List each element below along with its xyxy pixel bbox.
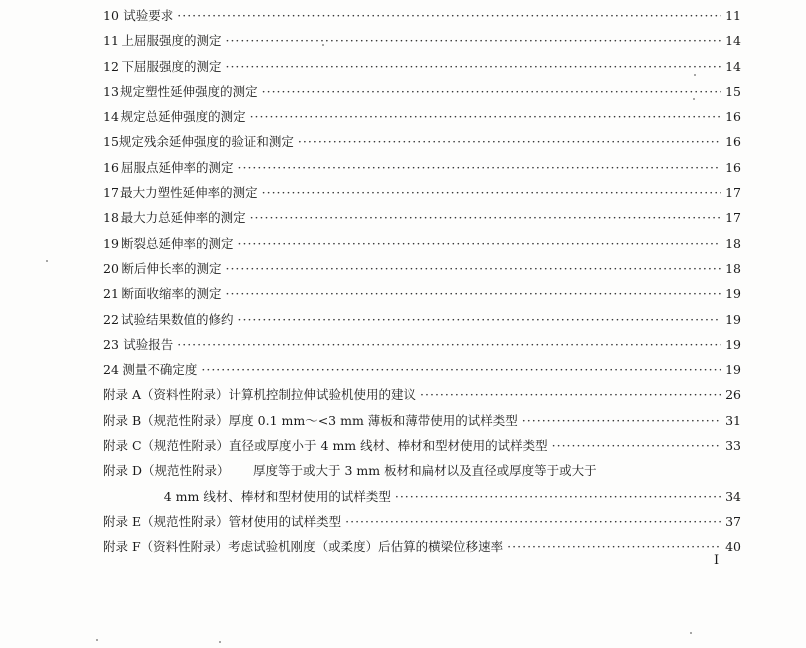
scan-speck — [219, 641, 221, 643]
annex-title: 考虑试验机刚度（或柔度）后估算的横梁位移速率 — [228, 539, 504, 555]
toc-entry-title: 断裂总延伸率的测定 — [121, 235, 234, 251]
dot-leader — [238, 231, 722, 256]
toc-entry-title: 规定总延伸强度的测定 — [120, 109, 246, 125]
toc-annex-entry-continuation[interactable] — [103, 484, 741, 509]
toc-entry-title: 断面收缩率的测定 — [121, 286, 222, 302]
toc-annex-entry[interactable] — [103, 382, 741, 407]
scan-speck — [694, 74, 696, 76]
toc-entry[interactable] — [103, 180, 741, 205]
toc-entry-number: 23 — [103, 336, 119, 352]
toc-entry-page: 14 — [725, 58, 741, 74]
annex-label: 附录 D（规范性附录） — [103, 463, 230, 479]
scan-speck — [322, 44, 324, 46]
annex-title: 厚度 0.1 mm～<3 mm 薄板和薄带使用的试样类型 — [228, 412, 518, 428]
toc-entry-title: 规定残余延伸强度的验证和测定 — [118, 134, 294, 150]
dot-leader — [507, 534, 721, 559]
toc-entry-title: 规定塑性延伸强度的测定 — [120, 83, 258, 99]
toc-entry[interactable] — [103, 231, 741, 256]
dot-leader — [177, 332, 721, 357]
dot-leader — [225, 54, 721, 79]
toc-entry-number: 12 — [103, 58, 119, 74]
toc-entry-number: 13 — [103, 83, 119, 99]
annex-title: 管材使用的试样类型 — [228, 513, 342, 529]
toc-entry[interactable] — [103, 54, 741, 79]
scan-speck — [693, 98, 695, 100]
toc-entry-title: 上屈服强度的测定 — [121, 33, 222, 49]
toc-entry-page: 17 — [725, 210, 741, 226]
scan-speck — [690, 632, 692, 634]
toc-annex-entry[interactable] — [103, 534, 741, 559]
toc-entry[interactable] — [103, 3, 741, 28]
toc-entry-number: 15 — [103, 134, 119, 150]
toc-entry-page: 19 — [725, 286, 741, 302]
toc-entry-page: 18 — [725, 260, 741, 276]
toc-entry-number: 18 — [103, 210, 119, 226]
toc-entry-title: 最大力塑性延伸率的测定 — [120, 185, 258, 201]
toc-entry[interactable] — [103, 357, 741, 382]
dot-leader — [262, 79, 721, 104]
toc-entry[interactable] — [103, 155, 741, 180]
toc-entry-title: 最大力总延伸率的测定 — [120, 210, 246, 226]
toc-entry-page: 16 — [725, 109, 741, 125]
dot-leader — [250, 205, 722, 230]
toc-entry-page: 19 — [725, 336, 741, 352]
annex-label: 附录 E（规范性附录） — [103, 513, 229, 529]
dot-leader — [177, 3, 721, 28]
dot-leader — [225, 281, 721, 306]
toc-entry-number: 14 — [103, 109, 119, 125]
annex-page: 33 — [725, 438, 741, 454]
toc-entry[interactable] — [103, 332, 741, 357]
toc-entry-page: 16 — [725, 134, 741, 150]
toc-entry-page: 17 — [725, 185, 741, 201]
dot-leader — [225, 256, 721, 281]
annex-title: 直径或厚度小于 4 mm 线材、棒材和型材使用的试样类型 — [229, 438, 548, 454]
dot-leader — [298, 129, 721, 154]
toc-entry-title: 试验结果数值的修约 — [121, 311, 234, 327]
toc-entry-title: 断后伸长率的测定 — [121, 260, 222, 276]
annex-label: 附录 A（资料性附录） — [103, 387, 229, 403]
toc-entry-number: 19 — [103, 235, 119, 251]
toc-entry[interactable] — [103, 129, 741, 154]
toc-annex-entry[interactable] — [103, 458, 741, 483]
toc-entry-title: 下屈服强度的测定 — [121, 58, 222, 74]
page-number: I — [714, 553, 720, 568]
annex-title: 计算机控制拉伸试验机使用的建议 — [228, 387, 417, 403]
toc-entry-page: 15 — [725, 83, 741, 99]
toc-annex-entry[interactable] — [103, 433, 741, 458]
toc-entry[interactable] — [103, 256, 741, 281]
annex-title: 厚度等于或大于 3 mm 板材和扁材以及直径或厚度等于或大于 — [253, 463, 597, 479]
dot-leader — [201, 357, 721, 382]
toc-annex-entry[interactable] — [103, 408, 741, 433]
toc-entry[interactable] — [103, 205, 741, 230]
dot-leader — [395, 484, 721, 509]
toc-entry-number: 22 — [103, 311, 119, 327]
dot-leader — [238, 155, 722, 180]
toc-entry[interactable] — [103, 307, 741, 332]
scan-speck — [96, 639, 98, 641]
toc-entry-page: 19 — [725, 311, 741, 327]
annex-page: 31 — [725, 412, 741, 428]
annex-page: 34 — [725, 488, 741, 504]
dot-leader — [420, 382, 721, 407]
dot-leader — [250, 104, 722, 129]
dot-leader — [225, 28, 721, 53]
toc-entry-number: 21 — [103, 286, 119, 302]
dot-leader — [522, 408, 721, 433]
toc-entry-number: 17 — [103, 185, 119, 201]
toc-entry-page: 16 — [725, 159, 741, 175]
scan-speck — [46, 260, 48, 262]
toc-entry[interactable] — [103, 104, 741, 129]
toc-entry-number: 24 — [103, 362, 119, 378]
dot-leader — [552, 433, 721, 458]
annex-label: 附录 C（规范性附录） — [103, 438, 230, 454]
annex-label: 附录 B（规范性附录） — [103, 412, 229, 428]
toc-entry-page: 18 — [725, 235, 741, 251]
annex-page: 37 — [725, 513, 741, 529]
toc-entry-title: 屈服点延伸率的测定 — [121, 159, 234, 175]
toc-entry-title: 试验要求 — [123, 8, 174, 23]
annex-page: 26 — [725, 387, 741, 403]
toc-entry[interactable] — [103, 79, 741, 104]
dot-leader — [262, 180, 721, 205]
toc-entry-page: 19 — [725, 362, 741, 378]
toc-entry[interactable] — [103, 281, 741, 306]
annex-label: 附录 F（资料性附录） — [103, 539, 229, 555]
dot-leader — [345, 509, 721, 534]
annex-page: 40 — [725, 539, 741, 555]
toc-entry-title: 试验报告 — [123, 336, 174, 352]
toc-entry-number: 10 — [103, 8, 119, 23]
toc-entry-page: 14 — [725, 33, 741, 49]
toc-entry-title: 测量不确定度 — [122, 362, 198, 378]
toc-entry-number: 11 — [103, 33, 119, 49]
table-of-contents — [103, 3, 741, 560]
toc-annex-entry[interactable] — [103, 509, 741, 534]
dot-leader — [238, 307, 722, 332]
toc-entry-number: 16 — [103, 159, 119, 175]
toc-entry-page: 11 — [725, 8, 741, 23]
toc-entry[interactable] — [103, 28, 741, 53]
toc-entry-number: 20 — [103, 260, 119, 276]
annex-title-continuation: 4 mm 线材、棒材和型材使用的试样类型 — [163, 488, 391, 504]
